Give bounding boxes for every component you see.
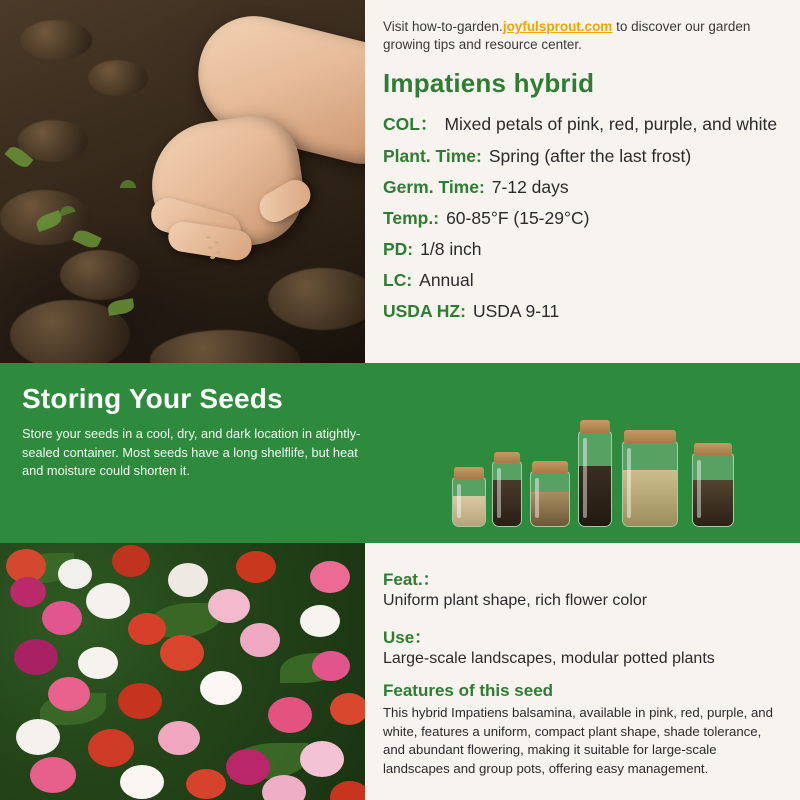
storing-seeds-section <box>0 363 800 543</box>
jar-right <box>692 453 734 527</box>
jar-small <box>452 477 486 527</box>
spec-value: Mixed petals of pink, red, purple, and white <box>444 114 778 135</box>
features-section-body: This hybrid Impatiens balsamina, available in pink, red, purple, and white, features a uniform, compact plant shape, shade tolerance, and abundant flowering, making it suitable for large-scale landscapes and group pots, offering easy management. <box>383 705 773 777</box>
plant-title: Impatiens hybrid <box>383 68 595 99</box>
use-key: Use： <box>383 628 432 647</box>
visit-line <box>383 18 784 54</box>
spec-row-usda-hz <box>383 301 784 322</box>
spec-row-plant-time <box>383 146 784 167</box>
spec-value: USDA 9-11 <box>472 301 560 322</box>
jar-tall-thin <box>578 431 612 527</box>
seed-info-panel <box>365 0 800 363</box>
storing-body: Store your seeds in a cool, dry, and dark location in atightly-sealed container. Most seeds have a long shelflife, but heat and moisture could shorten it. <box>22 426 361 479</box>
spec-row-pd <box>383 239 784 260</box>
spec-key: LC: <box>383 270 413 291</box>
feat-value: Uniform plant shape, rich flower color <box>383 592 648 609</box>
spec-key: Germ. Time: <box>383 177 485 198</box>
visit-prefix: Visit how-to-garden. <box>383 19 503 34</box>
use-value: Large-scale landscapes, modular potted plants <box>383 650 715 667</box>
storing-heading: Storing Your Seeds <box>22 383 283 414</box>
spec-value: 7-12 days <box>491 177 569 198</box>
spec-key: Plant. Time: <box>383 146 482 167</box>
jar-dark <box>492 461 522 527</box>
features-panel <box>365 543 800 800</box>
spec-row-col <box>383 111 784 136</box>
spec-value: 1/8 inch <box>420 239 482 260</box>
feat-key: Feat.： <box>383 570 440 589</box>
spec-key: Temp.: <box>383 208 440 229</box>
soil-photo <box>0 0 365 363</box>
spec-key: USDA HZ: <box>383 301 466 322</box>
spec-key: COL： <box>383 114 438 135</box>
features-section-heading: Features of this seed <box>383 681 554 700</box>
spec-key: PD: <box>383 239 414 260</box>
website-link[interactable]: joyfulsprout.com <box>502 19 613 34</box>
jar-large <box>622 441 678 527</box>
spec-value: 60-85°F (15-29°C) <box>446 208 590 229</box>
spec-row-temp <box>383 208 784 229</box>
seed-jars-photo <box>442 403 772 533</box>
spec-value: Annual <box>419 270 474 291</box>
flowers-photo <box>0 543 365 800</box>
spec-value: Spring (after the last frost) <box>488 146 692 167</box>
visit-suffix: to discover our garden growing tips and resource center. <box>383 19 751 53</box>
spec-row-lc <box>383 270 784 291</box>
spec-row-germ-time <box>383 177 784 198</box>
jar-mid <box>530 471 570 527</box>
